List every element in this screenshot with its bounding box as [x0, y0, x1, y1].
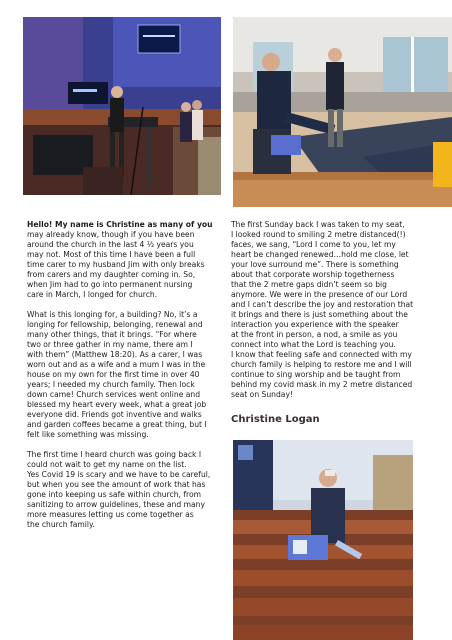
- pew-sanitizing-photo: [233, 440, 413, 640]
- intro-lead: Hello! My name is Christine as many of you: [27, 220, 213, 229]
- church-return-paragraph: The first time I heard church was going back I could not wait to get my name on the list. Yes Covid 19 is scary and we have to be careful, but when you see the amount of work that has gone into keeping us safe within church, from sanitizing to arrow guidelines, these and many more measures letting us come together as the church family.: [27, 450, 211, 529]
- church-hall-sanitizing-photo: [233, 17, 452, 207]
- intro-body: may already know, though if you have been around the church in the last 4 ½ years you may not. Most of this time I have been a full time carer to my husband Jim with only breaks from carers and my daughter coming in. So, when Jim had to go into permanent nursing care in March, I longed for church.: [27, 230, 205, 299]
- right-column: [231, 220, 423, 400]
- author-signature: Christine Logan: [231, 414, 320, 425]
- intro-paragraph: [27, 220, 219, 300]
- worship-band-photo: [23, 17, 221, 195]
- left-column: [27, 220, 219, 530]
- longing-paragraph: What is this longing for, a building? No, it’s a longing for fellowship, belonging, renewal and many other things, that it brings. “For where two or three gather in my name, there am I with them” (Matthew 18:20). As a carer, I was worn out and as a wife and a mum I was in the house on my own for the first time in over 40 years; I needed my church family. Then lock down came! Church services went online and blessed my heart every week, what a great job everyone did. Friends got inventive and walks and garden coffees became a great thing, but I felt like something was missing.: [27, 310, 207, 439]
- first-sunday-paragraph: The first Sunday back I was taken to my seat, I looked round to smiling 2 metre distanced(!) faces, we sang, “Lord I come to you, let my heart be changed renewed…hold me close, let your love surround me”. There is something about that corporate worship togetherness that the 2 metre gaps didn’t seem so big anymore. We were in the presence of our Lord and I can’t describe the joy and restoration that it brings and there is just something about the interaction you experience with the speaker at the front in person, a nod, a smile as you connect into what the Lord is teaching you. I know that feeling safe and connected with my church family is helping to restore me and I will continue to sing worship and be taught from behind my covid mask in my 2 metre distanced seat on Sunday!: [231, 220, 414, 399]
